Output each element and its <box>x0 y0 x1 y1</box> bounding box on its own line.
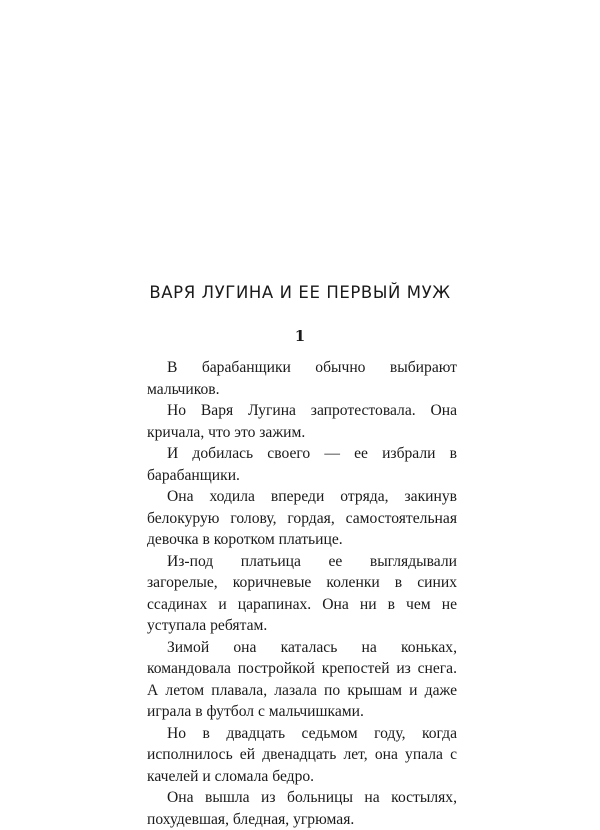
chapter-body <box>147 357 457 830</box>
section-number: 1 <box>294 327 306 345</box>
paragraph: В барабанщики обычно выбирают мальчиков. <box>147 359 457 398</box>
paragraph: Но в двадцать седьмом году, когда исполнилось ей двенадцать лет, она упала с качелей и сломала бедро. <box>147 724 457 785</box>
paragraph: Из-под платьица ее выглядывали загорелые, коричневые коленки в синих ссадинах и царапинах. Она ни в чем не уступала ребятам. <box>147 552 457 634</box>
paragraph: Зимой она каталась на коньках, командовала постройкой крепостей из снега. А летом плавала, лазала по крышам и даже играла в футбол с мальчишками. <box>147 638 457 720</box>
chapter-title: ВАРЯ ЛУГИНА И ЕЕ ПЕРВЫЙ МУЖ <box>149 283 451 302</box>
paragraph: Она ходила впереди отряда, закинув белокурую голову, гордая, самостоятельная девочка в коротком платьице. <box>147 488 457 548</box>
paragraph: Она вышла из больницы на костылях, похудевшая, бледная, угрюмая. <box>147 789 457 828</box>
paragraph: Но Варя Лугина запротестовала. Она кричала, что это зажим. <box>147 402 457 441</box>
paragraph: И добилась своего — ее избрали в барабанщики. <box>147 445 457 484</box>
